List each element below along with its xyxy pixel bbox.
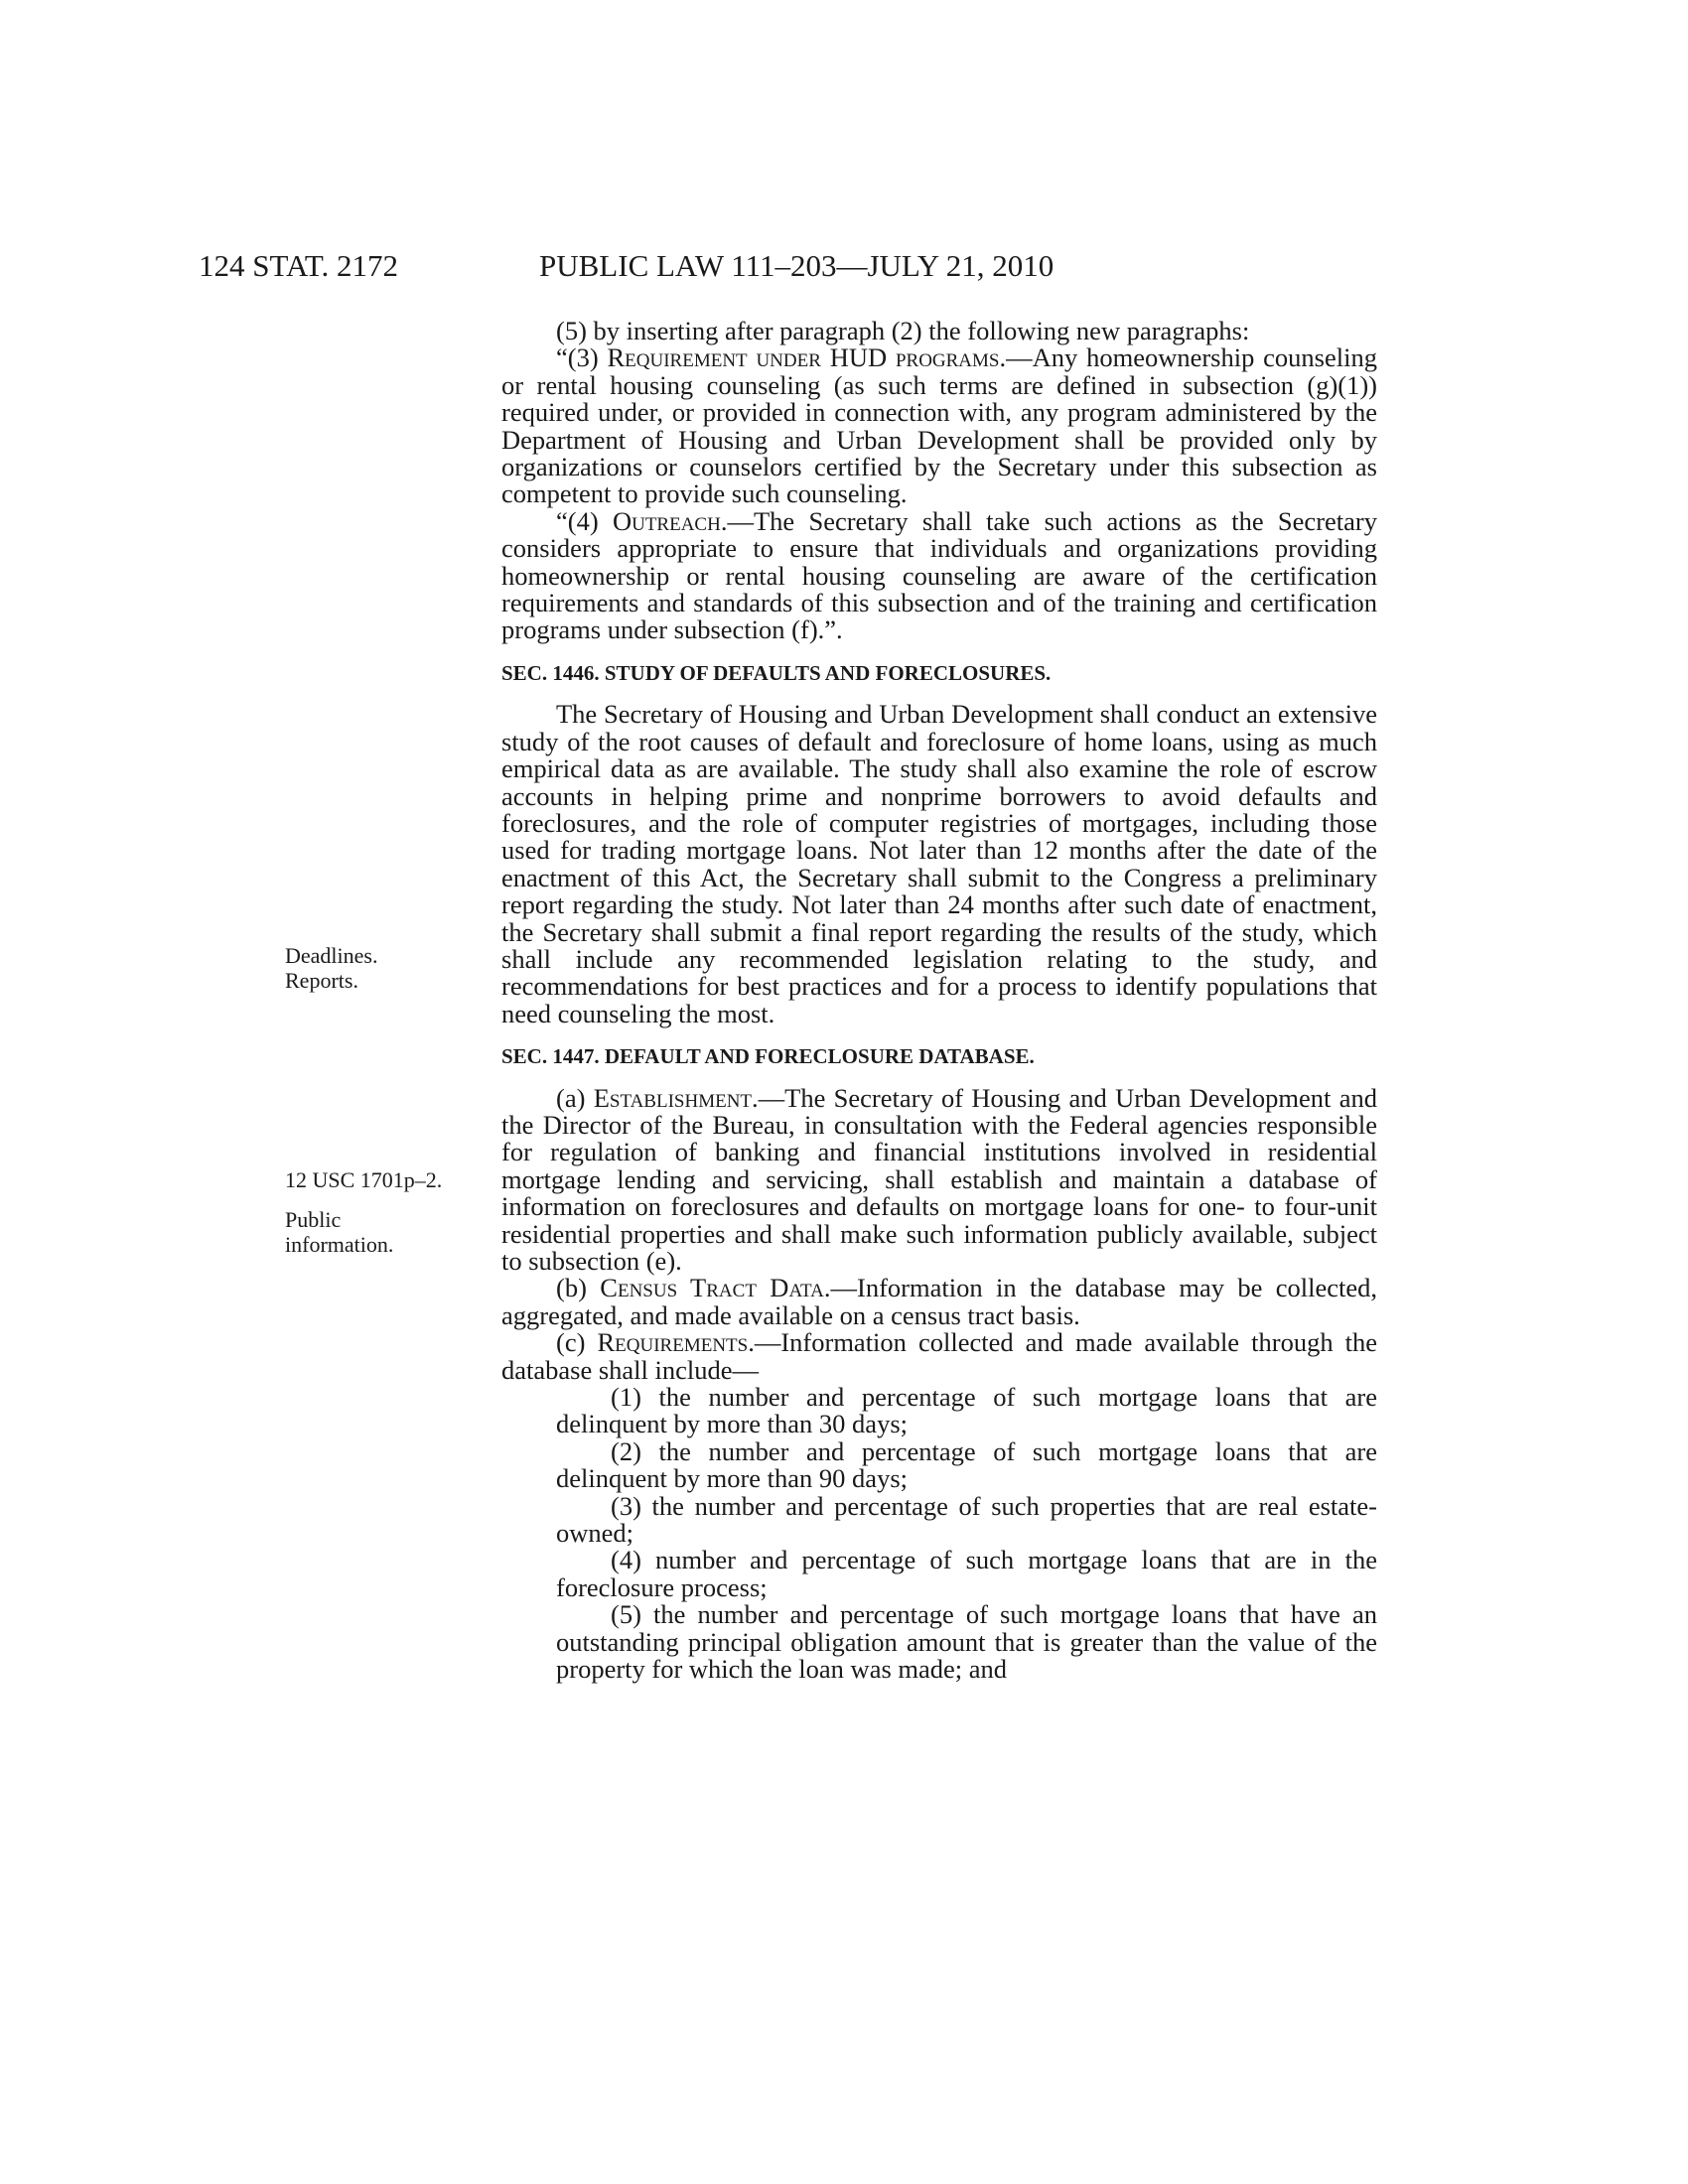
margin-note-public: Public xyxy=(285,1207,342,1232)
paragraph-4-heading: Outreach. xyxy=(612,505,728,536)
paragraph-3: “(3) Requirement under HUD programs.—Any homeownership counseling or rental housing counseling (as such terms are defined in subsection (g)(1)) required under, or provided in connection with, any program administered by the Department of Housing and Urban Development shall be provided only by organizations or counselors certified by the Secretary under this subsection as competent to provide such counseling. xyxy=(501,342,1377,509)
law-title: PUBLIC LAW 111–203—JULY 21, 2010 xyxy=(539,248,1055,283)
subsection-b: (b) Census Tract Data.—Information in the database may be collected, aggregated, and made available on a census tract basis. xyxy=(501,1273,1377,1330)
margin-note-deadlines-reports xyxy=(285,943,464,993)
margin-note-public-information xyxy=(285,1207,464,1257)
margin-note-reports: Reports. xyxy=(285,968,358,993)
stat-citation: 124 STAT. 2172 xyxy=(199,248,399,283)
body-column xyxy=(501,318,1377,1684)
paragraph-4: “(4) Outreach.—The Secretary shall take such actions as the Secretary considers appropriate to ensure that individuals and organizations providing homeownership or rental housing counseling are aware of the certification requirements and standards of this subsection and of the training and certification programs under subsection (f).”. xyxy=(501,505,1377,645)
margin-note-information: information. xyxy=(285,1232,394,1257)
section-1446-text: The Secretary of Housing and Urban Development shall conduct an extensive study of the root causes of default and foreclosure of home loans, using as much empirical data as are available. The study shall also examine the role of escrow accounts in helping prime and nonprime borrowers to avoid defaults and foreclosures, and the role of computer registries of mortgages, including those used for trading mortgage loans. Not later than 12 months after the date of the enactment of this Act, the Secretary shall submit to the Congress a preliminary report regarding the study. Not later than 24 months after such date of enactment, the Secretary shall submit a final report regarding the results of the study, which shall include any recommended legislation relating to the study, and recommendations for best practices and for a process to identify populations that need counseling the most. xyxy=(501,699,1377,1028)
paragraph-5-intro: (5) by inserting after paragraph (2) the following new paragraphs: xyxy=(556,316,1250,345)
margin-note-deadlines: Deadlines. xyxy=(285,943,378,968)
section-1447-heading: SEC. 1447. DEFAULT AND FORECLOSURE DATABASE. xyxy=(501,1044,1035,1069)
subsection-a: (a) Establishment.—The Secretary of Housing and Urban Development and the Director of the Bureau, in consultation with the Federal agencies responsible for regulation of banking and financial institutions involved in residential mortgage lending and servicing, shall establish and maintain a database of information on foreclosures and defaults on mortgage loans for one- to four-unit residential properties and shall make such information publicly available, subject to subsection (e). xyxy=(501,1082,1377,1276)
subsection-b-heading: Census Tract Data. xyxy=(600,1273,831,1303)
subsection-c: (c) Requirements.—Information collected and made available through the database shall include— xyxy=(501,1327,1377,1385)
margin-note-usc-cite: 12 USC 1701p–2. xyxy=(285,1167,443,1192)
paragraph-3-heading: Requirement under HUD programs. xyxy=(607,342,1007,373)
section-1446-heading: SEC. 1446. STUDY OF DEFAULTS AND FORECLOSURES. xyxy=(501,660,1052,685)
subsection-a-heading: Establishment. xyxy=(593,1082,759,1113)
list-item: (4) number and percentage of such mortgage loans that are in the foreclosure process; xyxy=(556,1545,1377,1602)
list-item: (5) the number and percentage of such mortgage loans that have an outstanding principal obligation amount that is greater than the value of the property for which the loan was made; and xyxy=(556,1599,1377,1685)
list-item: (2) the number and percentage of such mortgage loans that are delinquent by more than 90 days; xyxy=(556,1435,1377,1494)
list-item: (1) the number and percentage of such mortgage loans that are delinquent by more than 30 days; xyxy=(556,1382,1377,1439)
page-header xyxy=(0,248,1688,288)
list-item: (3) the number and percentage of such properties that are real estate-owned; xyxy=(556,1490,1377,1549)
subsection-c-heading: Requirements. xyxy=(597,1327,755,1358)
